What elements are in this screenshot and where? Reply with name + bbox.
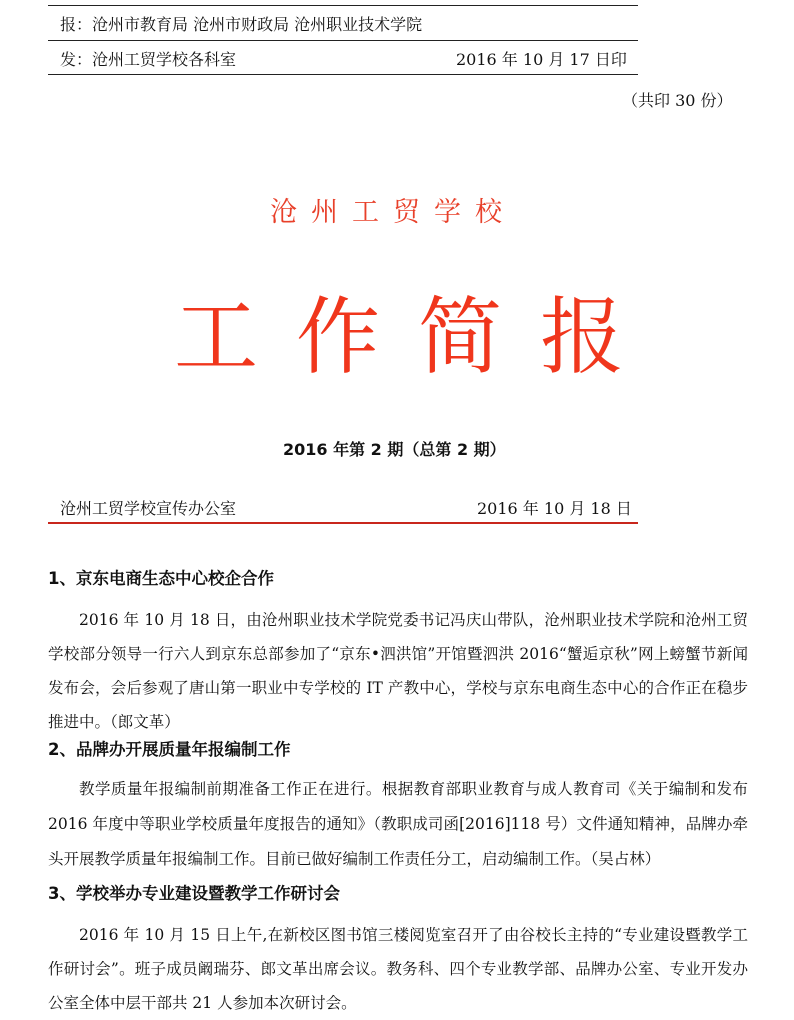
section-heading: 3、学校举办专业建设暨教学工作研讨会 <box>48 884 340 903</box>
distribute-line: 发：沧州工贸学校各科室 <box>60 50 237 69</box>
copies-count: （共印 30 份） <box>622 91 733 110</box>
section-body-text: 2016 年 10 月 15 日上午,在新校区图书馆三楼阅览室召开了由谷校长主持的“专业建设暨教学工作研讨会”。班子成员阚瑞芬、郎文革出席会议。教务科、四个专业教学部、品牌办公室、专业开发办公室全体中层干部共 21 人参加本次研讨会。 <box>48 926 748 1012</box>
section-heading: 1、京东电商生态中心校企合作 <box>48 569 274 588</box>
section-heading: 2、品牌办开展质量年报编制工作 <box>48 740 291 759</box>
print-date: 2016 年 10 月 17 日印 <box>456 50 627 69</box>
masthead-rule <box>48 522 638 524</box>
header-bottom-rule <box>48 74 638 75</box>
issue-number: 2016 年第 2 期（总第 2 期） <box>283 440 506 459</box>
briefing-title: 工作简报 <box>174 288 663 386</box>
top-rule <box>48 5 638 6</box>
school-name: 沧州工贸学校 <box>270 197 516 228</box>
section-body <box>48 918 748 1020</box>
report-to-line: 报：沧州市教育局 沧州市财政局 沧州职业技术学院 <box>60 15 423 34</box>
section-body-text: 2016 年 10 月 18 日，由沧州职业技术学院党委书记冯庆山带队，沧州职业技术学院和沧州工贸学校部分领导一行六人到京东总部参加了“京东•泗洪馆”开馆暨泗洪 2016“蟹逅京秋”网上螃蟹节新闻发布会，会后参观了唐山第一职业中专学校的 IT 产教中心，学校与京东电商生态中心的合作正在稳步推进中。（郎文革） <box>48 611 748 731</box>
section-body-text: 教学质量年报编制前期准备工作正在进行。根据教育部职业教育与成人教育司《关于编制和发布 2016 年度中等职业学校质量年度报告的通知》（教职成司函[2016]118 号）文件通知精神，品牌办牵头开展教学质量年报编制工作。目前已做好编制工作责任分工，启动编制工作。（吴占林） <box>48 780 748 868</box>
header-divider <box>48 40 638 41</box>
publish-date: 2016 年 10 月 18 日 <box>477 499 632 518</box>
section-body <box>48 603 748 739</box>
section-body <box>48 772 748 877</box>
publishing-office: 沧州工贸学校宣传办公室 <box>60 499 237 518</box>
